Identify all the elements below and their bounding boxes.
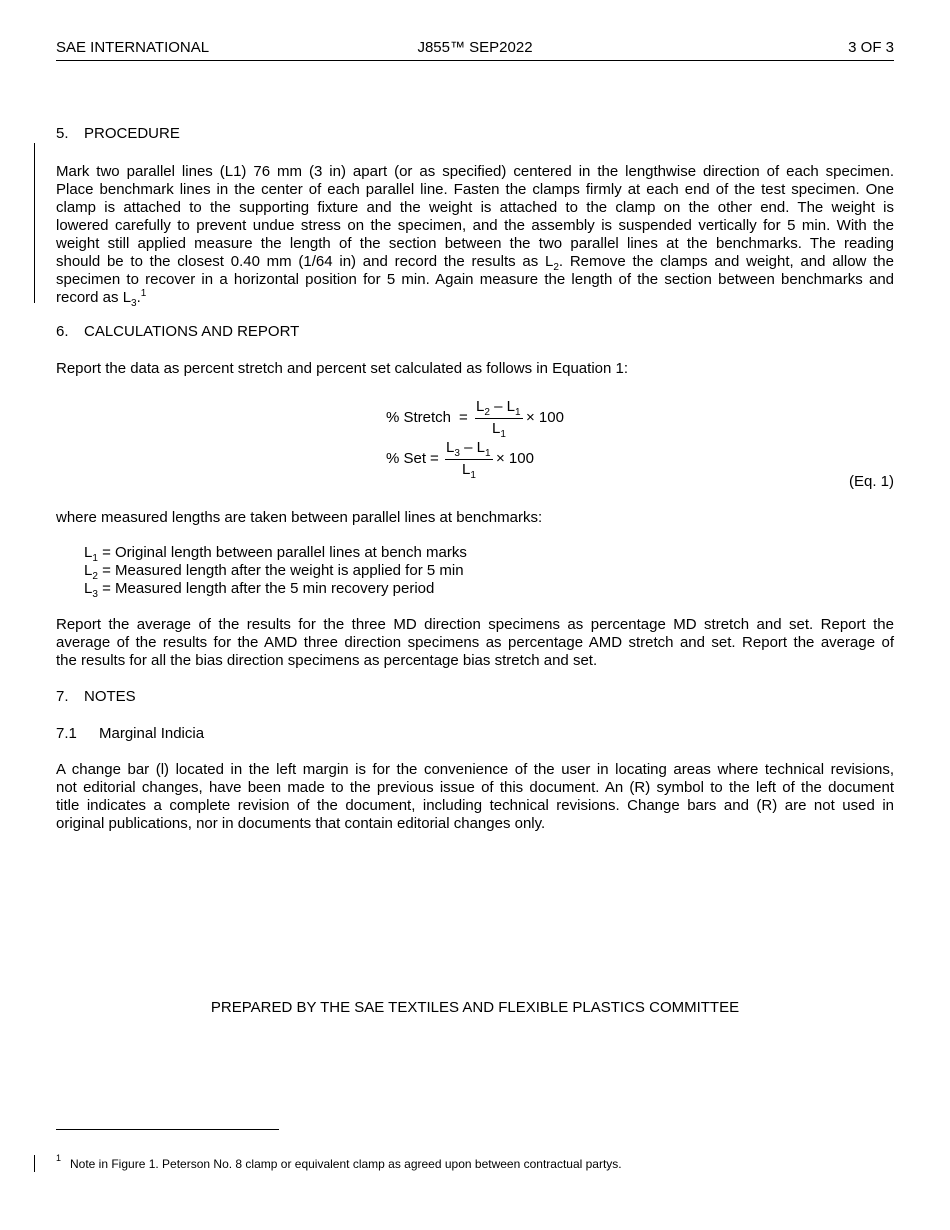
set-denominator: $L_1$ (462, 461, 476, 481)
procedure-paragraph: Mark two parallel lines (L1) 76 mm (3 in) apart (or as specified) centered in the lengthwise direction of each specimen. Place benchmark lines in the center of each parallel line. Fasten the clamps firmly at each end of the test specimen. One clamp is attached to the supporting fixture and the weight is attached to the clamp on the other end. The weight is lowered carefully to prevent undue stress on the specimen, and the assembly is suspended vertically for 5 min. With the weight still applied measure the length of the section between the two parallel lines at the benchmarks. The reading should be to the closest 0.40 mm (1/64 in) and record the results as $L_2$. Remove the clamps and weight, and allow the specimen to recover in a horizontal position for 5 min. Again measure the length of the section between benchmarks and record as $L_3.^1$ (56, 163, 894, 309)
footnote-text: Note in Figure 1. Peterson No. 8 clamp or equivalent clamp as agreed upon between contractual partys. (70, 1157, 622, 1171)
definition-item: $L_2$ = Measured length after the weight is applied for 5 min (84, 562, 464, 582)
header-org: SAE INTERNATIONAL (56, 39, 210, 56)
set-times-100: × 100 (496, 450, 534, 467)
section-5-heading: 5. PROCEDURE (56, 125, 180, 142)
set-label: % Set (386, 450, 427, 467)
header-doc-id: J855™ SEP2022 (417, 39, 533, 56)
change-bar (34, 143, 35, 303)
calc-intro: Report the data as percent stretch and percent set calculated as follows in Equation 1: (56, 360, 629, 377)
definition-item: $L_3$ = Measured length after the 5 min recovery period (84, 580, 435, 600)
section-7-1-heading: 7.1 Marginal Indicia (56, 725, 205, 742)
where-text: where measured lengths are taken between parallel lines at benchmarks: (56, 509, 543, 526)
footnote-reference[interactable]: 1 (140, 288, 147, 299)
set-numerator: $L_3 - L_1$ (446, 439, 491, 459)
stretch-fraction (475, 398, 523, 440)
footnote-change-bar (34, 1155, 35, 1172)
set-equals: = (430, 450, 439, 467)
stretch-fraction-bar (475, 418, 523, 419)
page-header (56, 38, 894, 61)
stretch-equals: = (459, 409, 468, 426)
report-paragraph: Report the average of the results for the three MD direction specimens as percentage MD stretch and set. Report the average of the results for the AMD three direction specimens as percentage AMD stretch and set. Report the average of the results for all the bias direction specimens as percentage bias stretch and set. (56, 616, 894, 669)
marginal-indicia-paragraph: A change bar (l) located in the left margin is for the convenience of the user in locating areas where technical revisions, not editorial changes, have been made to the previous issue of this document. An (R) symbol to the left of the document title indicates a complete revision of the document, including technical revisions. Change bars and (R) are not used in original publications, nor in documents that contain editorial changes only. (56, 761, 894, 832)
stretch-label: % Stretch (386, 409, 452, 426)
set-fraction-bar (445, 459, 493, 460)
definitions-list (84, 544, 467, 598)
stretch-times-100: × 100 (526, 409, 564, 426)
definition-item: $L_1$ = Original length between parallel lines at bench marks (84, 544, 467, 564)
prepared-by: PREPARED BY THE SAE TEXTILES AND FLEXIBLE PLASTICS COMMITTEE (210, 999, 740, 1016)
header-page-number: 3 OF 3 (848, 39, 894, 56)
set-fraction (445, 439, 493, 481)
stretch-denominator: $L_1$ (492, 420, 506, 440)
section-7-heading: 7. NOTES (56, 688, 136, 705)
footnote-mark: 1 (56, 1153, 62, 1163)
stretch-numerator: $L_2 - L_1$ (476, 398, 521, 418)
section-6-heading: 6. CALCULATIONS AND REPORT (56, 323, 300, 340)
equation-number: (Eq. 1) (848, 473, 894, 490)
footnote-separator (56, 1129, 279, 1130)
